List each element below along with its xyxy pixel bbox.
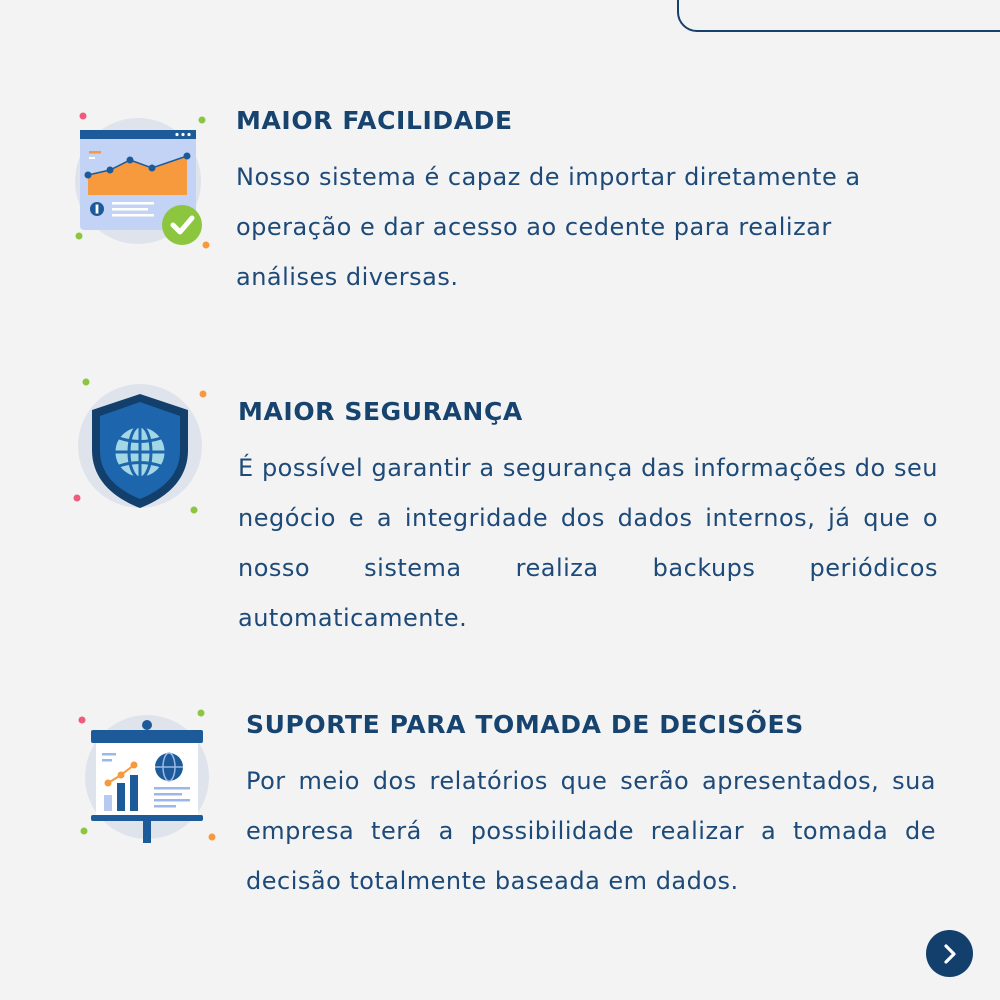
dashboard-chart-check-icon	[70, 108, 215, 253]
feature-title: SUPORTE PARA TOMADA DE DECISÕES	[246, 710, 804, 739]
corner-frame-decoration	[677, 0, 1000, 32]
feature-seguranca	[238, 397, 938, 643]
chevron-right-icon	[940, 943, 960, 965]
presentation-board-icon	[72, 705, 222, 850]
feature-description: É possível garantir a segurança das informações do seu negócio e a integridade dos dados internos, já que o nosso sistema realiza backups periódicos automaticamente.	[238, 454, 938, 632]
feature-description: Nosso sistema é capaz de importar diretamente a operação e dar acesso ao cedente para realizar análises diversas.	[236, 163, 861, 291]
feature-suporte-decisoes	[246, 710, 936, 906]
feature-facilidade	[236, 106, 916, 302]
shield-globe-icon	[70, 372, 215, 522]
feature-title: MAIOR SEGURANÇA	[238, 397, 523, 426]
feature-title: MAIOR FACILIDADE	[236, 106, 513, 135]
next-button[interactable]	[926, 930, 973, 977]
feature-description: Por meio dos relatórios que serão apresentados, sua empresa terá a possibilidade realizar a tomada de decisão totalmente baseada em dados.	[246, 767, 936, 895]
